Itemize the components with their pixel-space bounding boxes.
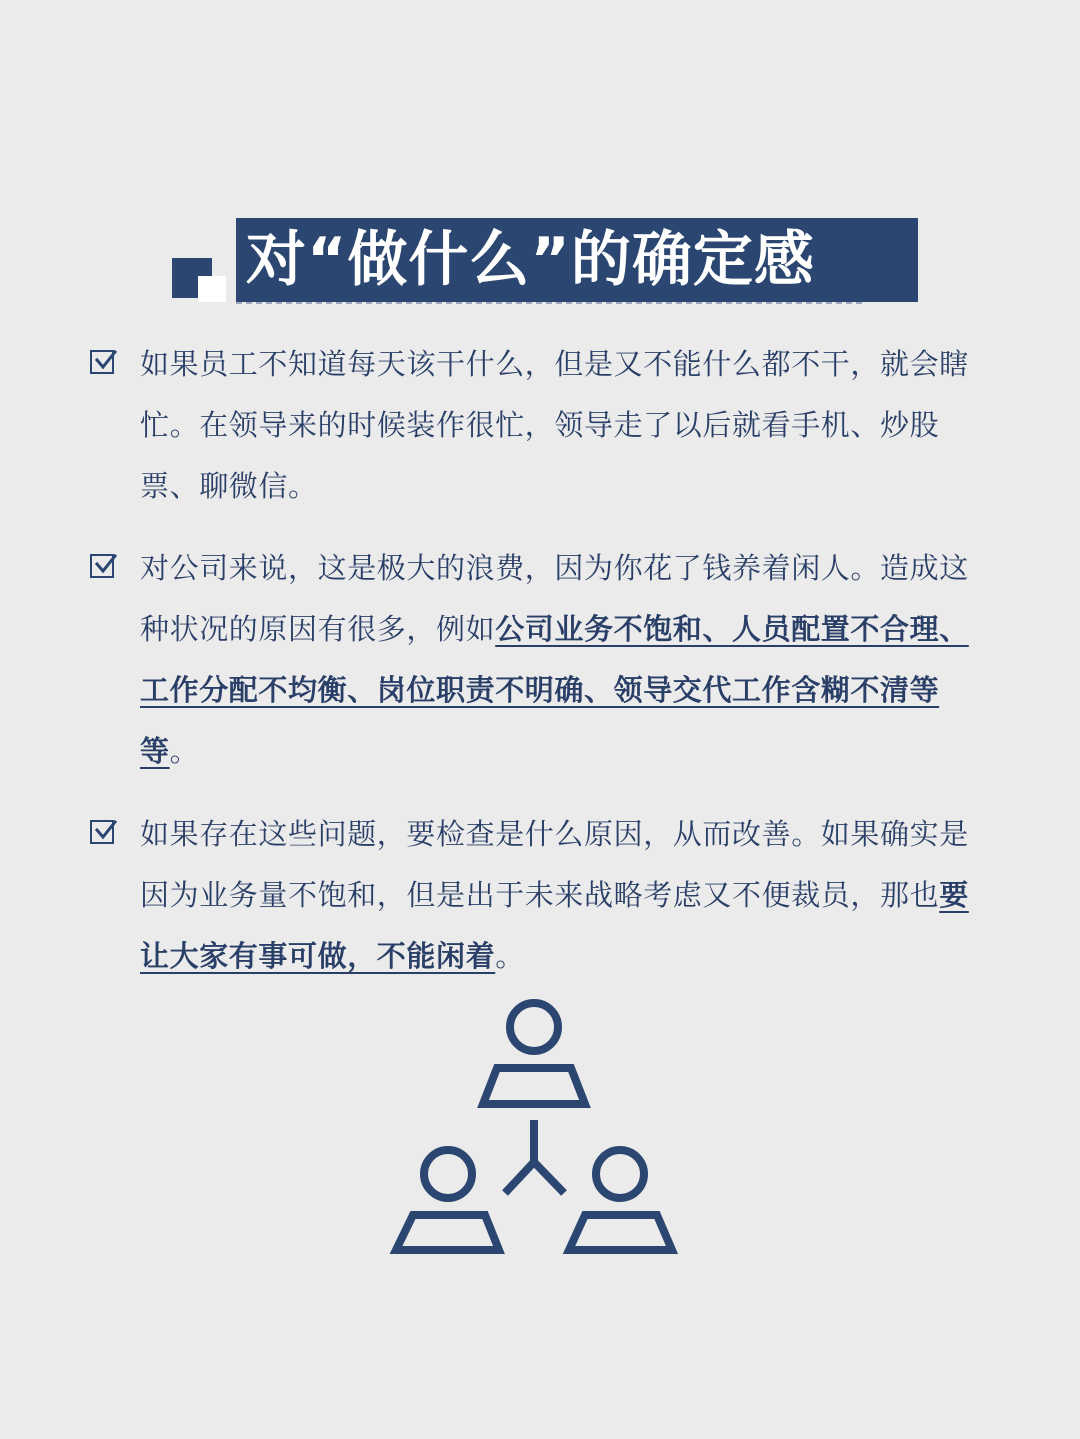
page-title: 对“做什么”的确定感 [246,225,815,295]
paragraph-end: 。 [169,734,200,768]
hierarchy-connector [505,1120,564,1193]
right-person-head [596,1150,644,1198]
left-person-body [396,1215,499,1250]
checkbox-checked-icon [90,554,114,578]
checkbox-checked-icon [90,350,114,374]
paragraph [140,804,985,987]
left-person-head [424,1150,472,1198]
check-mark-icon [93,820,116,843]
paragraph-text: 对公司来说，这是极大的浪费，因为你花了钱养着闲人。造成这种状况的原因有很多，例如 [140,551,969,646]
paragraph [140,538,985,782]
check-mark-icon [93,350,116,373]
paragraph-text: 如果存在这些问题，要检查是什么原因，从而改善。如果确实是因为业务量不饱和，但是出于未来战略考虑又不便裁员，那也 [140,817,969,912]
list-item [86,538,996,782]
team-hierarchy-icon [380,994,690,1264]
top-person-body [483,1068,585,1104]
emphasis-text: 公司业务不饱和、人员配置不合理、工作分配不均衡、岗位职责不明确、领导交代工作含糊不清等等 [140,612,969,768]
check-mark-icon [93,554,116,577]
list-item [86,334,996,517]
top-person-head [510,1003,558,1051]
paragraph-text: 如果员工不知道每天该干什么，但是又不能什么都不干，就会瞎忙。在领导来的时候装作很忙，领导走了以后就看手机、炒股票、聊微信。 [140,347,969,503]
right-person-body [569,1215,672,1250]
list-item [86,804,996,987]
paragraph-end: 。 [495,939,525,973]
paragraph [140,334,985,517]
emphasis-text: 要让大家有事可做，不能闲着 [140,878,969,973]
checkbox-checked-icon [90,820,114,844]
